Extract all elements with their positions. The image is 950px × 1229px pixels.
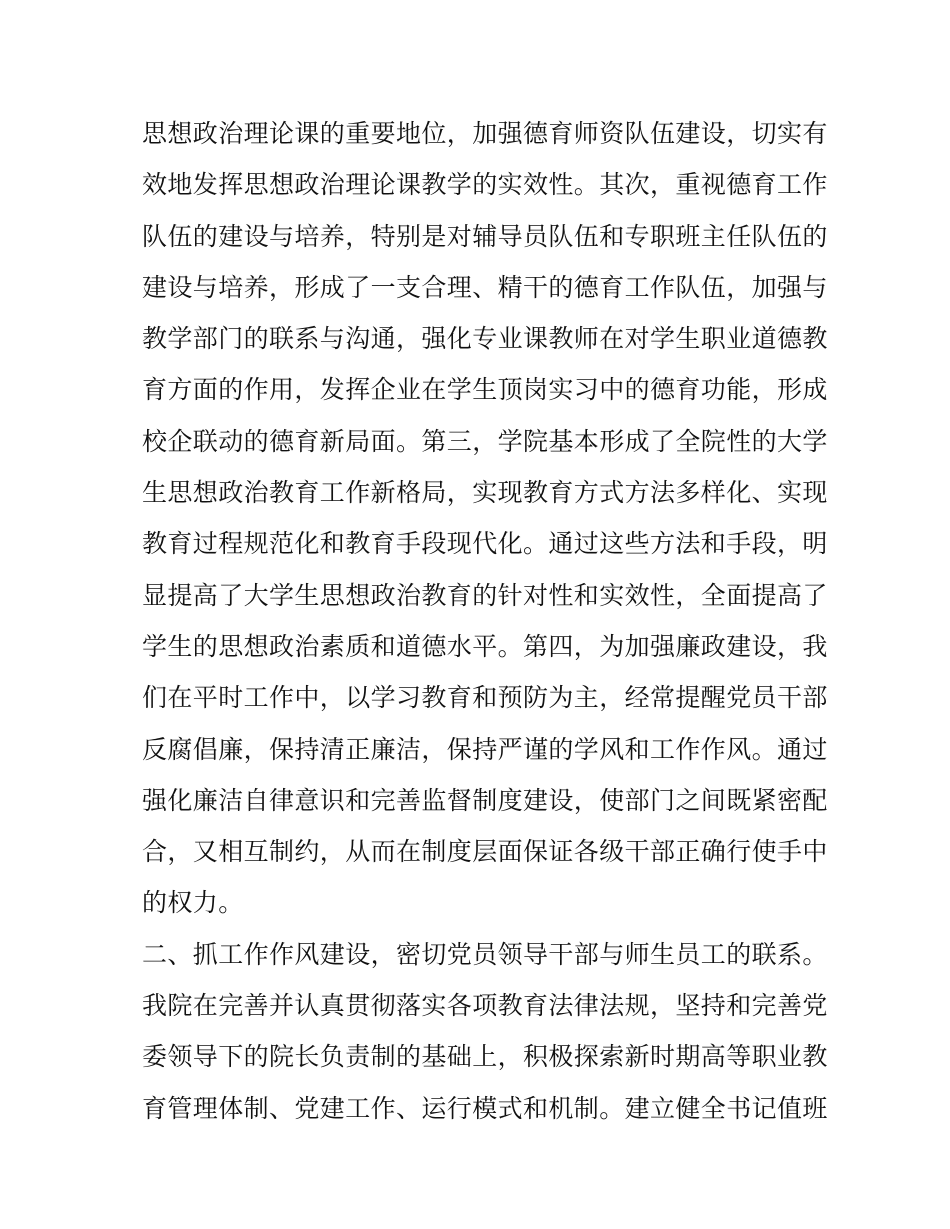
- text-line: 显提高了大学生思想政治教育的针对性和实效性，全面提高了: [142, 580, 828, 610]
- text-line: 委领导下的院长负责制的基础上，积极探索新时期高等职业教: [142, 1042, 828, 1072]
- text-line: 们在平时工作中，以学习教育和预防为主，经常提醒党员干部: [142, 683, 828, 713]
- text-line: 教育过程规范化和教育手段现代化。通过这些方法和手段，明: [142, 529, 828, 559]
- text-line: 建设与培养，形成了一支合理、精干的德育工作队伍，加强与: [142, 272, 828, 302]
- text-line: 育管理体制、党建工作、运行模式和机制。建立健全书记值班: [142, 1093, 828, 1123]
- text-line: 我院在完善并认真贯彻落实各项教育法律法规，坚持和完善党: [142, 991, 828, 1021]
- text-line: 效地发挥思想政治理论课教学的实效性。其次，重视德育工作: [142, 170, 828, 200]
- body-text: [142, 108, 828, 1134]
- text-line: 生思想政治教育工作新格局，实现教育方式方法多样化、实现: [142, 478, 828, 508]
- text-line: 队伍的建设与培养，特别是对辅导员队伍和专职班主任队伍的: [142, 221, 828, 251]
- text-line: 育方面的作用，发挥企业在学生顶岗实习中的德育功能，形成: [142, 375, 828, 405]
- text-line: 的权力。: [142, 888, 244, 918]
- section-heading: 二、抓工作作风建设，密切党员领导干部与师生员工的联系。: [142, 939, 828, 969]
- text-line: 教学部门的联系与沟通，强化专业课教师在对学生职业道德教: [142, 324, 828, 354]
- text-line: 学生的思想政治素质和道德水平。第四，为加强廉政建设，我: [142, 631, 828, 661]
- text-line: 校企联动的德育新局面。第三，学院基本形成了全院性的大学: [142, 426, 828, 456]
- text-line: 反腐倡廉，保持清正廉洁，保持严谨的学风和工作作风。通过: [142, 734, 828, 764]
- text-line: 合，又相互制约，从而在制度层面保证各级干部正确行使手中: [142, 837, 828, 867]
- text-line: 思想政治理论课的重要地位，加强德育师资队伍建设，切实有: [142, 119, 828, 148]
- text-line: 强化廉洁自律意识和完善监督制度建设，使部门之间既紧密配: [142, 785, 828, 815]
